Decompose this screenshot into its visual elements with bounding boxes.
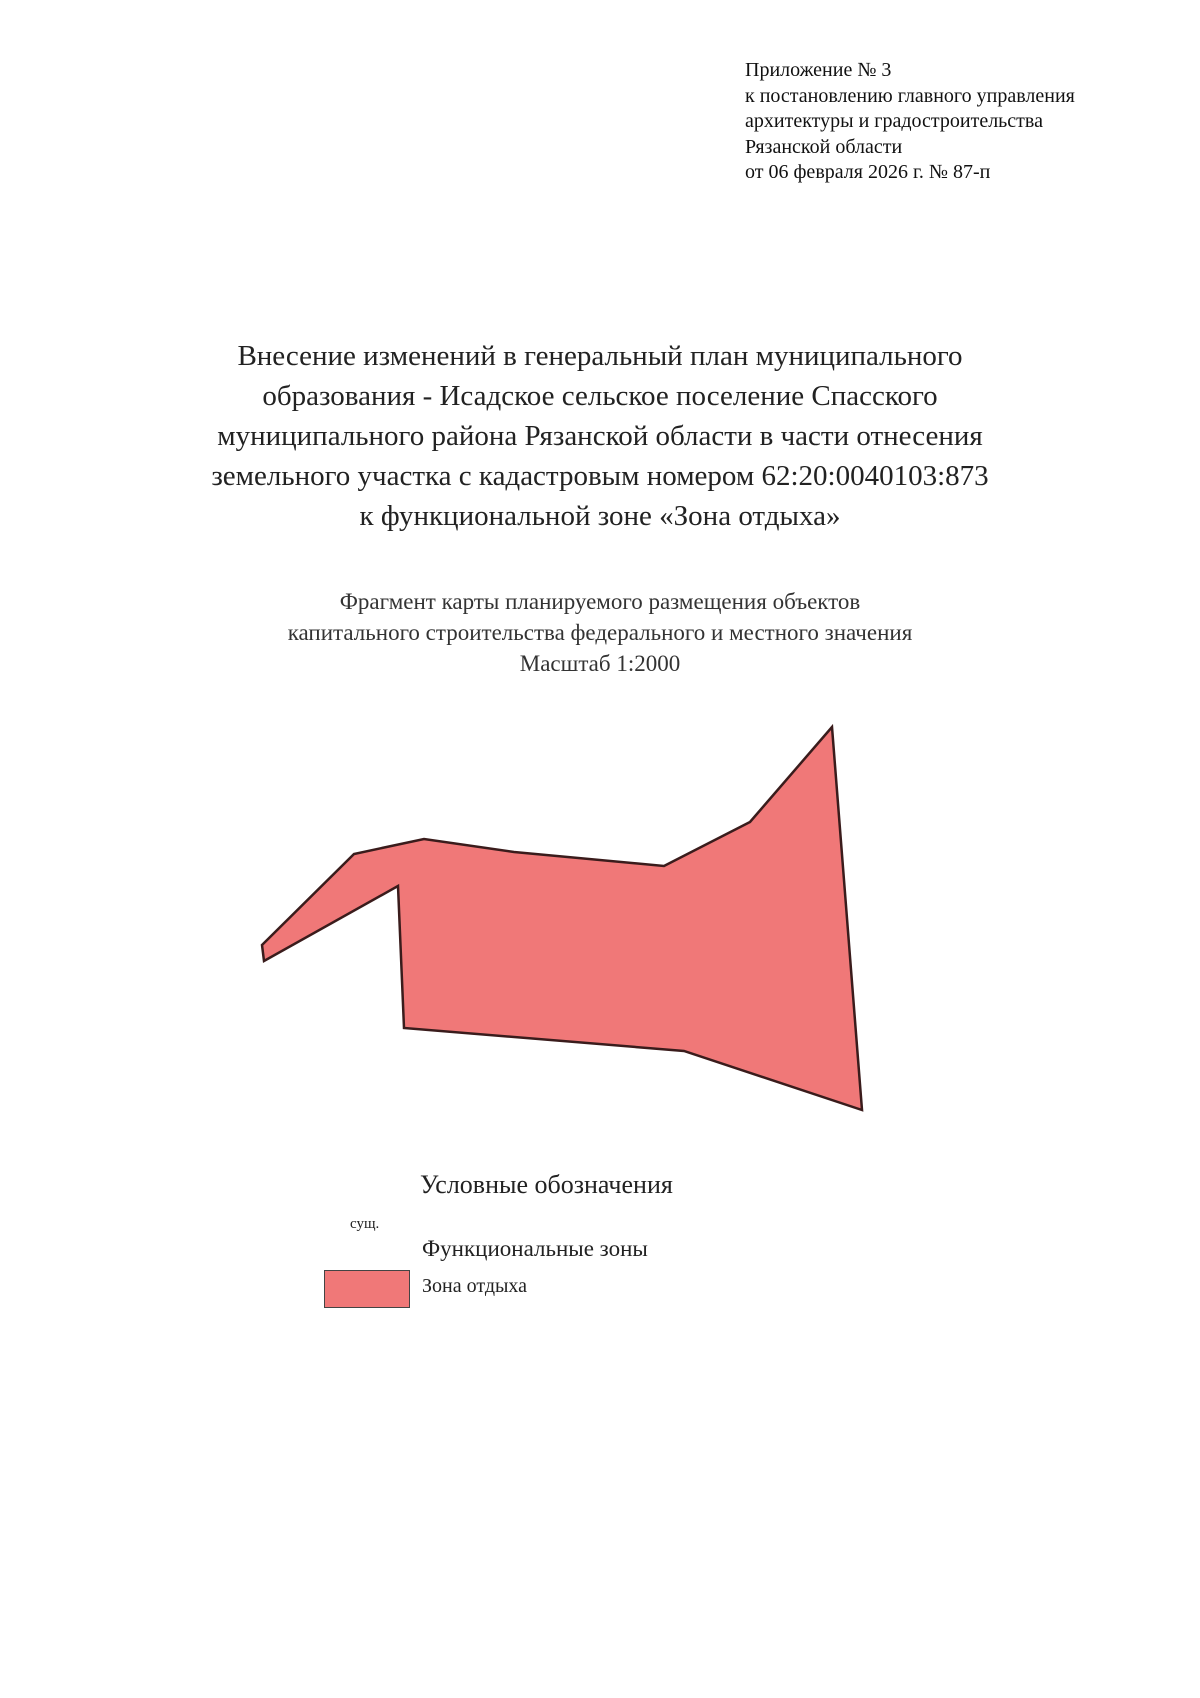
legend-status-label: сущ. <box>350 1216 380 1232</box>
title-line: образования - Исадское сельское поселение Спасского <box>262 380 938 412</box>
annex-line: архитектуры и градостроительства <box>745 110 1043 132</box>
legend-swatch-recreation-zone <box>324 1270 410 1308</box>
title-line: к функциональной зоне «Зона отдыха» <box>359 500 841 532</box>
annex-line: от 06 февраля 2026 г. № 87-п <box>745 161 991 183</box>
subtitle-line: Масштаб 1:2000 <box>519 651 681 676</box>
legend-item-label: Зона отдыха <box>422 1275 528 1297</box>
legend-title: Условные обозначения <box>420 1170 673 1199</box>
annex-line: Приложение № 3 <box>745 59 892 81</box>
title-line: Внесение изменений в генеральный план муниципального <box>237 340 963 372</box>
title-line: муниципального района Рязанской области в части отнесения <box>217 420 983 452</box>
legend-group-label: Функциональные зоны <box>422 1236 648 1261</box>
subtitle-line: Фрагмент карты планируемого размещения объектов <box>339 589 861 614</box>
title-line: земельного участка с кадастровым номером 62:20:0040103:873 <box>211 460 989 492</box>
recreation-zone-polygon <box>262 727 862 1110</box>
annex-line: Рязанской области <box>745 135 903 158</box>
subtitle-line: капитального строительства федерального и местного значения <box>287 620 913 645</box>
annex-line: к постановлению главного управления <box>745 84 1075 107</box>
